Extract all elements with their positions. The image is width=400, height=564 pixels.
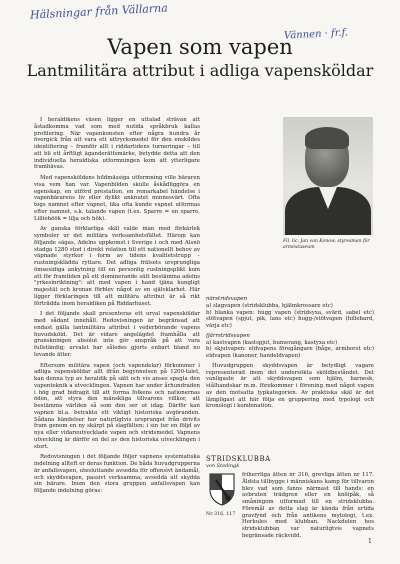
photo-caption: Fil. lic. Jan von Konow, styresman för arméstuseum [283,239,370,250]
weapon-list-ranged [206,333,374,360]
paragraph: Av ganska förklarliga skäl valde man med förkärlek symboler ur det militära verksamhetsfältet. Härom kan följande sägas. Adelns uppkomst i Sverige i och med Alsnö stadga 1280 stod i direkt relation till ett nationellt behov av väpnade styrkor i form av tidens kvalitetstrupp – rustningsklädda ryttare. Det adliga frälsets ursprungliga ömsesidiga ankytning till en personlig rustningsplikt kom att för framtiden på ett dominerande sätt bestämma adelns "yrkesinriktning": att med vapen i hand tjäna kungligt majestät och kronan förblev något av en självklarhet. Här ligger förklaringen till att militära attribut är så rikt förträdda inom heraldiken på Riddarhuset. [34,226,200,307]
paragraph: Eftersom militära vapen (och vapendelar) förkommer i adliga vapensköldar allt ifrån begynnelsen på 1200-talet, kan denna typ av heraldik på sätt och vis anses spegla den vapenteknik a utvecklingen. Vapnen har under århundraden i hög grad bidragit till att forma folkens och nationernas öden, att styra den mänskliga tillvarons villkor, att bestämma världen så som den ser ut idag. Därför kan vapnen bl.a. betrakta ett viktigt historiska avgöranden. Sådana händelser har naturligtvis ursprunget från drivits fram genom en ny skärpt på slagfälten; i sin tur en följd av nya eller vidareutvecklade vapen och stridsmedel. Vapnens utveckling är därför en del av den historiska utvecklingen i stort. [34,362,200,450]
list-item: b) skjutvapen: eldvapens föregångare (båge, armborst etc) eldvapen (kanoner, handeldvapen) [206,346,374,359]
list-item: a) slagvapen (stridsklubba, hjälmkrossare etc) [206,302,333,309]
paragraph: I det följande skall presenteras ett urval vapensköldar med sådant innehåll. Redovisningen är begränsad att endast gälla lantmilitära attribut i vederbörande vapens huvudsköld. Det är vidare angelägdet framhålla att granskningen absolut inte gör anspråk på att vara fullständig; urvalet har således gjorts enbart bland no levande ätter. [34,311,200,358]
author-portrait [283,117,373,235]
article-title: Vapen som vapen [107,35,293,59]
portrait-hair [305,127,349,149]
paragraph: I heraldikens väsen ligger en uttalad strävan att åstadkomma vad som med nutida språkbruk kallas profilering. När vapenkonsten efter några hundra år övergick från att vara ett uttrycksmedel för den enskildes identifiering – framför allt i riddartidens turneringar – till att bli ett årftligt äganderättsmärke, betydde detta att den individuella heraldiska utformningen kom att ytterligare framhävas. [34,117,200,171]
right-column [206,296,374,410]
paragraph: Huvudgruppen skyddsvapen är betydligt vagare representerad inom det undersökta sköldbeståndet. Det vanligaste är att skyddsvapen som hjälm, harnesk, stålhandskar m.m. förekommer i förening med något vapen av den motsatta typkategorien. Av praktiska skäl är det lämpligast att här följa en gruppering med typologi och kronologi i kombination. [206,362,374,410]
article-subtitle: Lantmilitära attribut i adliga vapensköldar [26,61,374,80]
list-item: b) blanka vapen: hugg vapen (stridsyxa, svärd, sabel etc) stötvapen (spjut, pik, lans etc) hugg-/stötvapen (hillebard, värja etc) [206,309,374,329]
paragraph: Med vapensköldens bildmässiga utformning ville bäraren visa vem han var. Vapenbilden skulle åskådliggöra en egenskap, en utförd prestation, en remarkabel händelse i vapenbärarens liv eller dylikt anknutet minnesvärt. Ofta togs namnet efter vapnet, lika ofta kunde vapnet utformas efter namnet, s.k. talande vapen (t.ex. Sparre = en sparre, Lilliehöök = lilja och hök). [34,175,200,222]
page-number: 1 [368,538,372,545]
stridsklubba-text [242,472,374,540]
handwritten-signature: Vännen · fr.f. [283,27,349,42]
coat-of-arms-icon [208,472,236,506]
weapon-list-close-combat [206,296,374,330]
shield-number: Nr 316, 117 [206,512,236,517]
paragraph: Redovisningen i det följande följer vapnens systematiska indelning allteft er deras funktion. De båda huvudgrupperna är anfallsvapen, utesluttande avsedda för offensivt ändamål, och skyddsvapen, passivt verksamma, avsedda att skydda sin bärare. Inom den stora gruppen anfallsvapen kan följande indelning göras: [34,454,200,494]
list-item: a) kastvapen (kastspjut, bumerang, kastyxa etc) [206,339,338,346]
list-heading: fjärrstridsvapen [206,332,250,339]
section-subheading: von Stedingk [206,463,240,469]
section-heading: STRIDSKLUBBA [206,455,271,463]
list-heading: närstridsvapen [206,296,248,302]
handwritten-dedication: Hälsningar från Vällarna [29,1,169,22]
left-column [34,117,200,499]
paragraph: friherrliga ätten nr 316, grevliga ätten nr 117. Äldsta tillbygge i människans kamp för tillvaron blev vad som fanns närmast till hands: en avbruten trädgren eller en knölpåk, så småningom utformad till en stridsklubba. Föremål av detta slag är kända från urtida gravfynd och från antikens mytologi, t.ex. Herkules med klubban. Nackdelen hos stridsklubban var naturligtvis vapnets begränsade räckvidd. [242,472,374,539]
